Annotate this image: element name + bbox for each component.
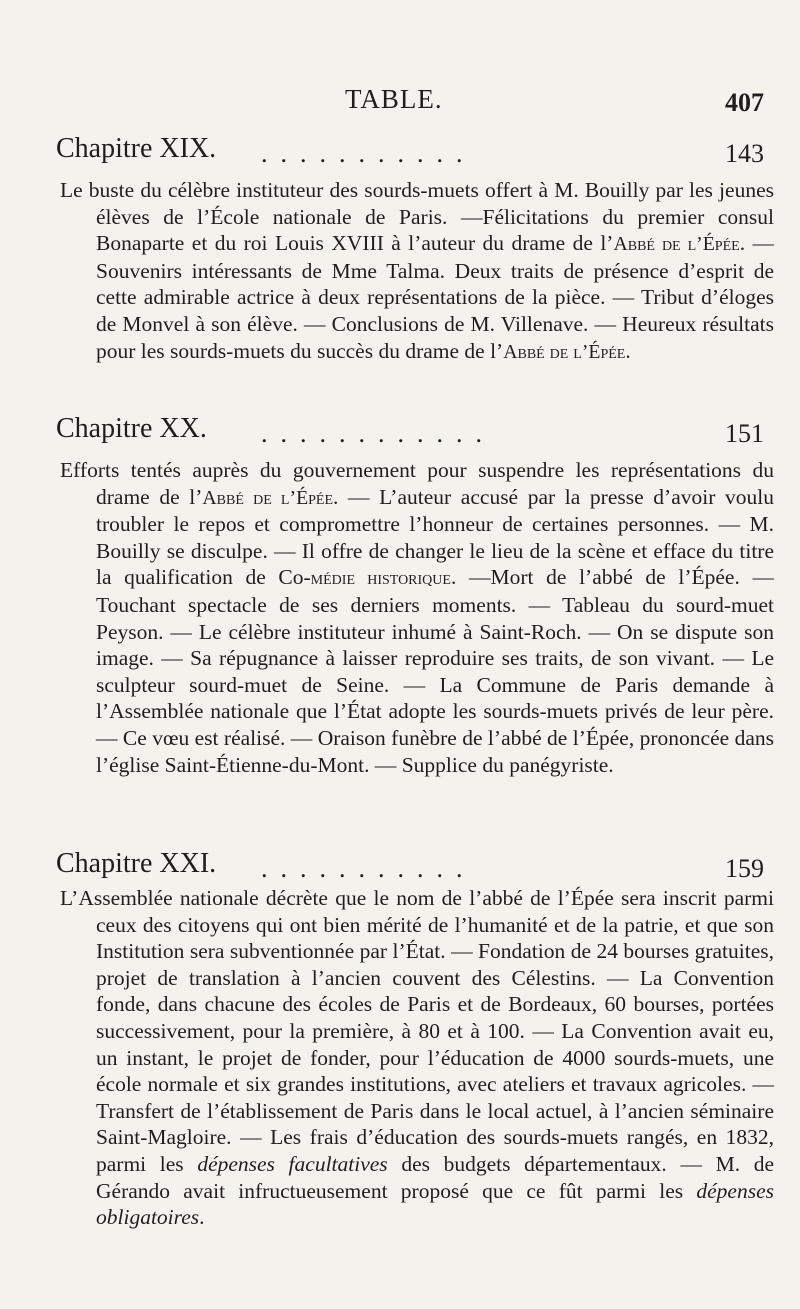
chapter-heading-xx (56, 413, 764, 453)
summary-text: . — L’auteur accusé par la presse d’avoir voulu troubler le repos et compromettre l’honneur de certaines personnes. — M. Bouilly se disculpe. — Il offre de changer le lieu de la scène et efface du titre la qualification de Co- (96, 484, 774, 590)
running-title: TABLE. (345, 84, 443, 114)
play-title: Abbé de l’Épée (613, 233, 740, 256)
chapter-page-number: 159 (725, 854, 764, 883)
summary-text: Le buste du célèbre instituteur des sourds-muets offert à M. Bouilly par les jeunes élèves de l’École nationale de Paris. —Félicitations du premier consul Bonaparte et du roi Louis XVIII à l’auteur du drame de l’ (60, 178, 774, 256)
summary-text: . —Souvenirs intéressants de Mme Talma. Deux traits de présence d’esprit de cette admirable actrice à deux représentations de la pièce. — Tribut d’éloges de Monvel à son élève. — Conclusions de M. Villenave. — Heureux résultats pour les sourds-muets du succès du drame de l’ (96, 231, 775, 363)
page-number: 407 (725, 88, 764, 117)
chapter-heading-xxi (56, 848, 764, 888)
dot-leaders: ........... (261, 854, 476, 883)
page-header (0, 84, 800, 124)
chapter-summary-xxi (60, 885, 774, 1231)
summary-text: des budgets départementaux. — M. de Gérando avait infructueusement proposé que ce fût parmi les (96, 1151, 774, 1203)
chapter-title: Chapitre XXI. (56, 848, 217, 879)
summary-text: . (199, 1205, 205, 1230)
dot-leaders: ............ (261, 419, 495, 448)
chapter-title: Chapitre XX. (56, 413, 207, 444)
play-genre: médie historique (310, 567, 451, 590)
chapter-page-number: 151 (725, 419, 764, 448)
play-title: Abbé de l’Épée (503, 340, 626, 363)
italic-term: dépenses obligatoires (96, 1178, 774, 1230)
summary-text: Efforts tentés auprès du gouvernement pour suspendre les représentations du drame de l’ (60, 458, 774, 509)
play-title: Abbé de l’Épée (202, 486, 334, 509)
italic-term: dépenses facultatives (197, 1151, 388, 1176)
chapter-page-number: 143 (725, 139, 764, 168)
chapter-summary-xx (60, 457, 774, 778)
dot-leaders: ........... (261, 139, 476, 168)
chapter-title: Chapitre XIX. (56, 133, 217, 164)
summary-text: L’Assemblée nationale décrète que le nom de l’abbé de l’Épée sera inscrit parmi ceux des citoyens qui ont bien mérité de l’humanité et de la patrie, et que son Institution sera subventionnée par l’État. — Fondation de 24 bourses gratuites, projet de translation à l’ancien couvent des Célestins. — La Convention fonde, dans chacune des écoles de Paris et de Bordeaux, 60 bourses, portées successivement, pour la première, à 80 et à 100. — La Convention avait eu, un instant, le projet de fonder, pour l’éducation de 4000 sourds-muets, une école normale et six grandes institutions, avec ateliers et travaux agricoles. — Transfert de l’établissement de Paris dans le local actuel, à l’ancien séminaire Saint-Magloire. — Les frais d’éducation des sourds-muets rangés, en 1832, parmi les (60, 886, 774, 1176)
summary-text: . —Mort de l’abbé de l’Épée. — Touchant spectacle de ses derniers moments. — Tableau du sourd-muet Peyson. — Le célèbre instituteur inhumé à Saint-Roch. — On se dispute son image. — Sa répugnance à laisser reproduire ses traits, de son vivant. — Le sculpteur sourd-muet de Seine. — La Commune de Paris demande à l’Assemblée nationale que l’État adopte les sourds-muets privés de leur père. — Ce vœu est réalisé. — Oraison funèbre de l’abbé de l’Épée, prononcée dans l’église Saint-Étienne-du-Mont. — Supplice du panégyriste. (96, 565, 774, 777)
chapter-heading-xix (56, 133, 764, 173)
summary-text: . (625, 338, 631, 363)
chapter-summary-xix (60, 177, 774, 365)
